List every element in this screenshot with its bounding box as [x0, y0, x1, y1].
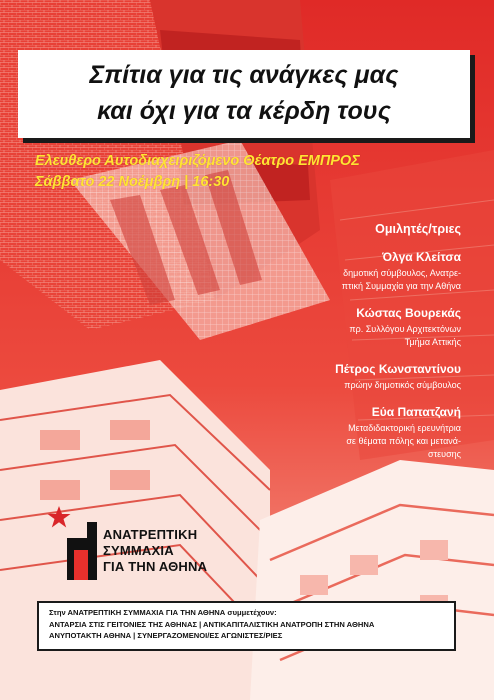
organization-line-2: ΣΥΜΜΑΧΙΑ [103, 543, 174, 558]
footer-line-2: ΑΝΥΠΟΤΑΚΤΗ ΑΘΗΝΑ | ΣΥΝΕΡΓΑΖΟΜΕΝΟΙ/ΕΣ ΑΓΩΝΙΣΤΕΣ/ΡΙΕΣ [49, 631, 283, 640]
speaker-name: Κώστας Βουρεκάς [356, 306, 461, 320]
participants-footer [37, 601, 456, 651]
footer-heading: Στην ΑΝΑΤΡΕΠΤΙΚΗ ΣΥΜΜΑΧΙΑ ΓΙΑ ΤΗΝ ΑΘΗΝΑ συμμετέχουν: [49, 608, 277, 617]
speaker-desc: πρ. Συλλόγου Αρχιτεκτόνων [349, 324, 461, 334]
speaker-desc: πτική Συμμαχία για την Αθήνα [341, 281, 461, 291]
speaker-name: Εύα Παπατζανή [371, 405, 461, 419]
organization-line-1: ΑΝΑΤΡΕΠΤΙΚΗ [103, 527, 198, 542]
date-text: Σάββατο 22 Νοέμβρη | 16:30 [35, 174, 230, 190]
speakers-section [221, 222, 461, 474]
speaker-item [221, 405, 461, 461]
speaker-desc: Τμήμα Αττικής [404, 337, 461, 347]
speaker-desc: Μεταδιδακτορική ερευνήτρια [348, 423, 461, 433]
footer-line-1: ΑΝΤΑΡΣΙΑ ΣΤΙΣ ΓΕΙΤΟΝΙΕΣ ΤΗΣ ΑΘΗΝΑΣ | ΑΝΤΙΚΑΠΙΤΑΛΙΣΤΙΚΗ ΑΝΑΤΡΟΠΗ ΣΤΗΝ ΑΘΗΝΑ [49, 620, 375, 629]
speaker-item [221, 306, 461, 349]
speaker-desc: στευσης [428, 449, 461, 459]
speaker-name: Πέτρος Κωνσταντίνου [335, 362, 461, 376]
organization-logo-icon [67, 522, 99, 580]
speaker-item [221, 362, 461, 392]
speakers-heading: Ομιλητές/τριες [375, 222, 461, 236]
speaker-desc: σε θέματα πόλης και μετανά- [346, 436, 461, 446]
organization-line-3: ΓΙΑ ΤΗΝ ΑΘΗΝΑ [103, 559, 208, 574]
title-line-1: Σπίτια για τις ανάγκες μας [89, 61, 399, 89]
venue-text: Ελευθερο Αυτοδιαχειριζόμενο Θέατρο ΕΜΠΡΟΣ [35, 153, 360, 169]
speaker-desc: πρώην δημοτικός σύμβουλος [344, 380, 461, 390]
speaker-name: Όλγα Κλείτσα [382, 250, 461, 264]
title-line-2: και όχι για τα κέρδη τους [97, 97, 391, 125]
speaker-item [221, 250, 461, 293]
speaker-desc: δημοτική σύμβουλος, Ανατρε- [343, 268, 461, 278]
organization-name [103, 527, 207, 575]
title-box [18, 50, 470, 138]
